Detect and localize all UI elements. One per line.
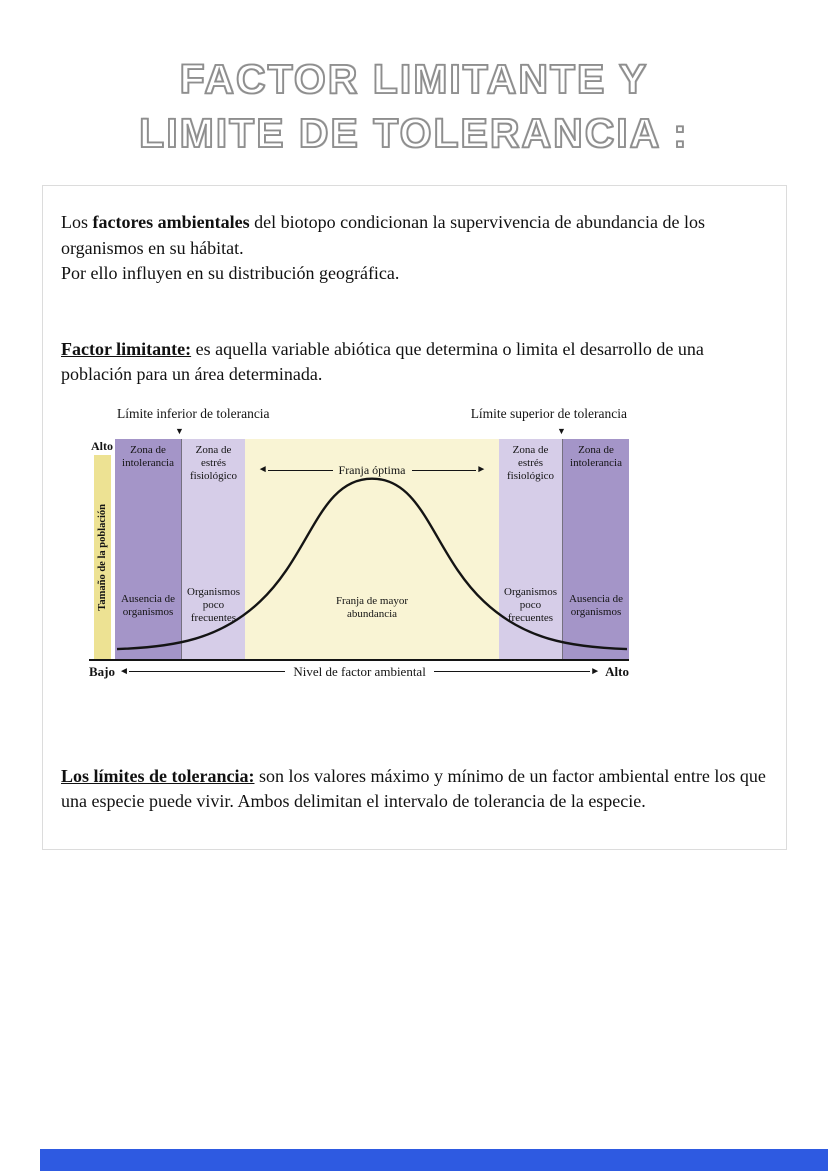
page-title (0, 0, 828, 160)
arrow-left-icon: ◄ (257, 464, 268, 476)
plot-area (89, 439, 629, 661)
intro-paragraph (61, 210, 768, 287)
factor-limitante-text: es aquella variable abiótica que determina o limita el desarrollo de una población para un área determinada. (61, 338, 704, 385)
zone-top-label: Zona de intolerancia (122, 443, 174, 469)
tolerance-diagram (89, 406, 629, 680)
zone-estres-left (181, 439, 245, 659)
intro-text-post: del biotopo condicionan la supervivencia de abundancia de los organismos en su hábitat. (61, 212, 705, 258)
down-arrow-icon: ▼ (175, 425, 184, 436)
limite-superior-label: Límite superior de tolerancia (470, 405, 627, 421)
zone-estres-right (499, 439, 563, 659)
zone-body-label: Ausencia de organismos (568, 592, 624, 618)
franja-optima-arrow (258, 463, 487, 478)
zones-plot (115, 439, 629, 659)
intro-line-2: Por ello influyen en su distribución geográfica. (61, 263, 400, 284)
factor-limitante-paragraph (61, 337, 768, 388)
limites-tolerancia-paragraph (61, 764, 768, 815)
arrow-line (412, 470, 477, 471)
zone-top-label: Zona de estrés fisiológico (189, 443, 238, 482)
franja-optima-label: Franja óptima (338, 462, 406, 477)
zone-intolerancia-right (563, 439, 629, 659)
limites-tolerancia-text: son los valores máximo y mínimo de un factor ambiental entre los que una especie puede vivir. Ambos delimitan el intervalo de tolerancia de la especie. (61, 765, 766, 812)
intro-bold-text: factores ambientales (92, 212, 250, 232)
zone-body-label: Organismos poco frecuentes (504, 586, 557, 625)
axis-line (129, 671, 285, 672)
zone-body-label: Ausencia de organismos (120, 592, 176, 618)
y-axis-title-strip (94, 455, 111, 659)
limite-inferior-label: Límite inferior de tolerancia (117, 405, 270, 421)
factor-limitante-label: Factor limitante: (61, 338, 192, 359)
zone-body-label: Organismos poco frecuentes (187, 586, 240, 625)
arrow-right-icon: ► (590, 665, 601, 677)
title-line-2: LIMITE DE TOLERANCIA : (139, 110, 689, 157)
arrow-left-icon: ◄ (119, 665, 129, 677)
zone-body-label: Franja de mayor abundancia (335, 594, 409, 620)
x-axis (89, 664, 629, 680)
y-axis-high-label: Alto (91, 438, 113, 453)
zone-intolerancia-left (115, 439, 181, 659)
x-axis-low-label: Bajo (89, 663, 115, 679)
intro-text-pre: Los (61, 212, 93, 232)
x-axis-title: Nivel de factor ambiental (293, 663, 426, 679)
zone-franja-optima (245, 439, 499, 659)
x-axis-high-label: Alto (605, 663, 630, 679)
y-axis (89, 439, 115, 659)
limit-labels-row (89, 406, 629, 427)
content-box (42, 185, 787, 850)
zone-top-label: Zona de estrés fisiológico (506, 443, 555, 482)
down-arrow-icon: ▼ (557, 425, 566, 436)
axis-line (434, 671, 590, 672)
arrow-right-icon: ► (476, 464, 487, 476)
footer-bar (40, 1149, 828, 1171)
zone-top-label: Zona de intolerancia (570, 443, 622, 469)
arrow-line (268, 470, 333, 471)
y-axis-title: Tamaño de la población (96, 503, 108, 611)
title-line-1: FACTOR LIMITANTE Y (179, 56, 649, 102)
limit-arrows-row (89, 427, 629, 439)
limites-tolerancia-label: Los límites de tolerancia: (61, 765, 255, 786)
